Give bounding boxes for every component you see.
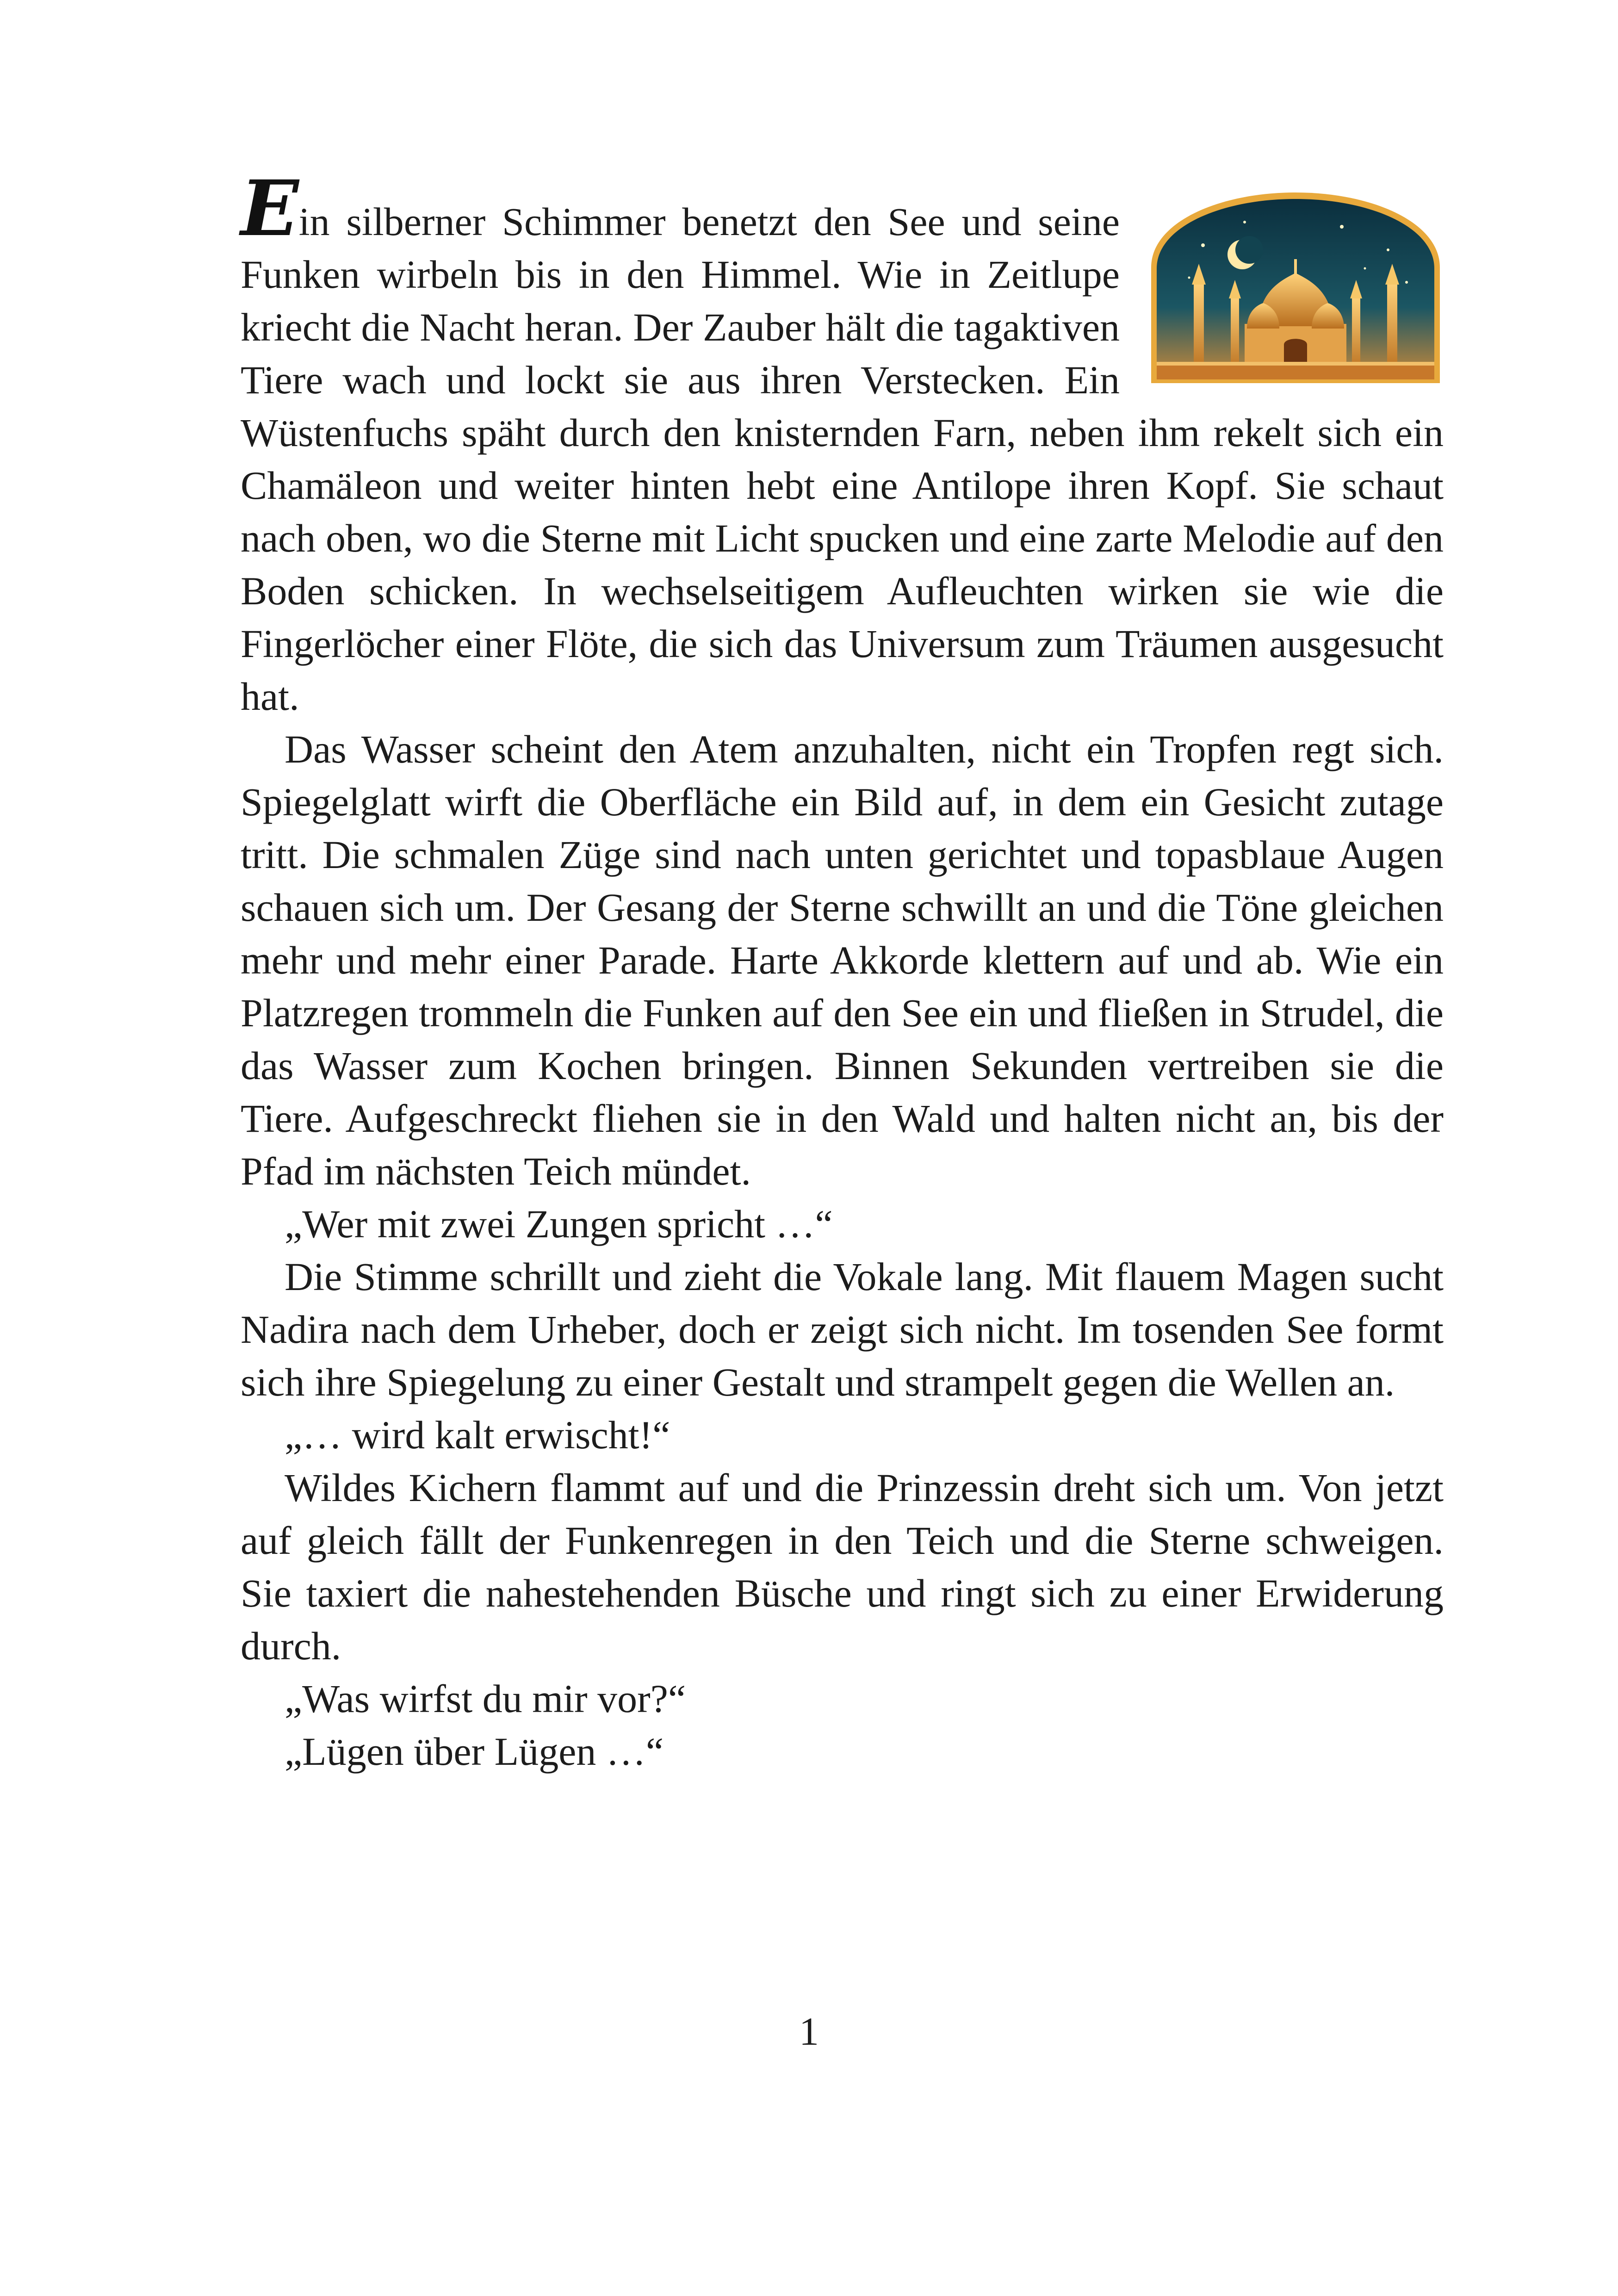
paragraph-3: „Wer mit zwei Zungen spricht …“ — [285, 1202, 833, 1246]
dropcap-letter: E — [241, 163, 299, 253]
paragraph-7: „Was wirfst du mir vor?“ — [285, 1676, 686, 1721]
paragraph-8: „Lügen über Lügen …“ — [285, 1729, 664, 1774]
paragraph-4: Die Stimme schrillt und zieht die Vokale lang. Mit flauem Magen sucht Nadira nach dem Urheber, doch er zeigt sich nicht. Im tosenden See formt sich ihre Spiegelung zu einer Gestalt und strampelt gegen die Wellen an. — [241, 1254, 1444, 1404]
paragraph-6: Wildes Kichern flammt auf und die Prinzessin dreht sich um. Von jetzt auf gleich fällt der Funkenregen in den Teich und die Sterne schweigen. Sie taxiert die nahestehenden Büsche und ringt sich zu einer Erwiderung durch. — [241, 1465, 1444, 1668]
paragraph-1-text: in silberner Schimmer benetzt den See und seine Funken wirbeln bis in den Himmel. Wie in Zeitlupe kriecht die Nacht heran. Der Zauber hält die tagaktiven Tiere wach und lockt sie aus ihren Verstecken. Ein Wüstenfuchs späht durch den knisternden Farn, neben ihm rekelt sich ein Chamäleon und weiter hinten hebt eine Antilope ihren Kopf. Sie schaut nach oben, wo die Sterne mit Licht spucken und eine zarte Melodie auf den Boden schicken. In wechselseitigem Aufleuchten wirken sie wie die Fingerlöcher einer Flöte, die sich das Universum zum Träumen ausgesucht hat. — [241, 199, 1444, 719]
mosque-icon — [1147, 190, 1444, 384]
paragraph-1 — [241, 163, 1444, 723]
paragraph-5: „… wird kalt erwischt!“ — [285, 1413, 670, 1457]
mosque-night-illustration — [1147, 190, 1444, 384]
page-number: 1 — [799, 2009, 819, 2054]
story-text — [241, 163, 1444, 1778]
paragraph-2: Das Wasser scheint den Atem anzuhalten, nicht ein Tropfen regt sich. Spiegelglatt wirft die Oberfläche ein Bild auf, in dem ein Gesicht zutage tritt. Die schmalen Züge sind nach unten gerichtet und topasblaue Augen schauen sich um. Der Gesang der Sterne schwillt an und die Töne gleichen mehr und mehr einer Parade. Harte Akkorde klettern auf und ab. Wie ein Platzregen trommeln die Funken auf den See ein und fließen in Strudel, die das Wasser zum Kochen bringen. Binnen Sekunden vertreiben sie die Tiere. Aufgeschreckt fliehen sie in den Wald und halten nicht an, bis der Pfad im nächsten Teich mündet. — [241, 727, 1444, 1193]
